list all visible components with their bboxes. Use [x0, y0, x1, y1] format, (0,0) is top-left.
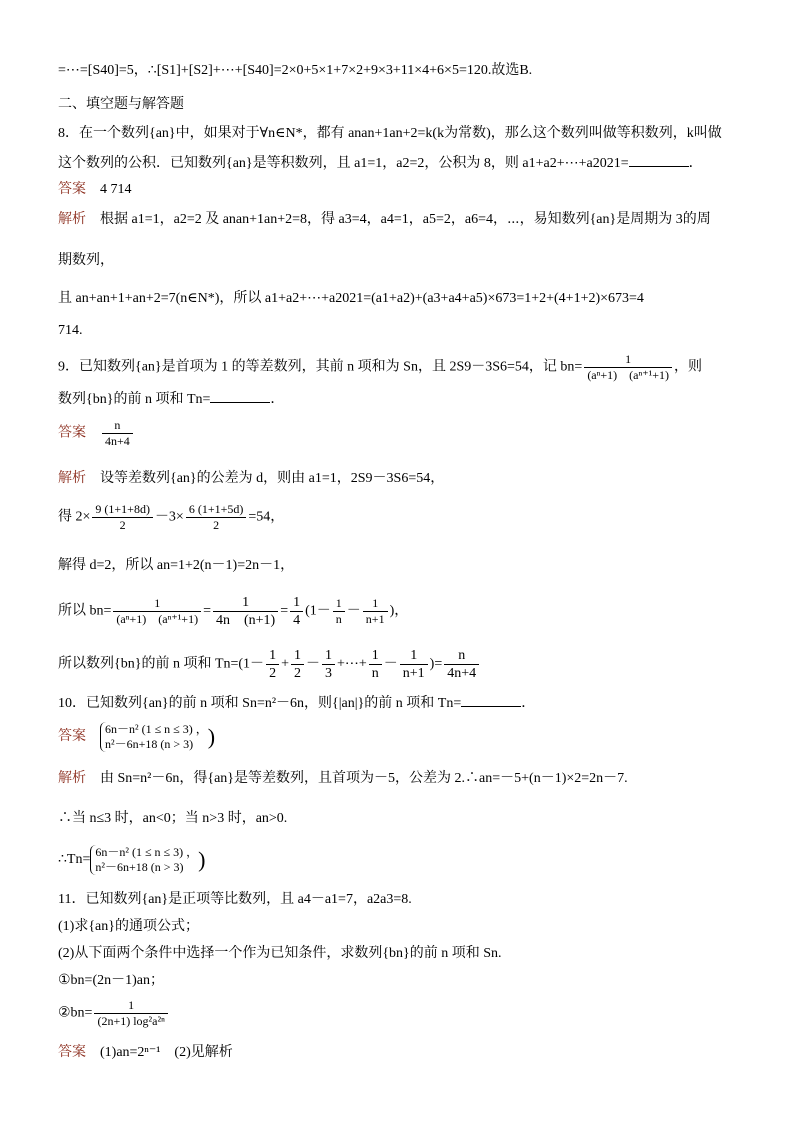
answer-row: 答案 6n－n² (1 ≤ n ≤ 3) ， n²－6n+18 (n > 3) ): [58, 722, 216, 751]
answer-label: 答案: [58, 423, 86, 440]
answer-row: 答案 4 714: [58, 180, 132, 197]
fraction: $\frac{1}{\text{(aⁿ+1) (aⁿ⁺¹+1)}}$: [584, 352, 672, 383]
fraction: $\frac{1}{\text{(aⁿ+1) (aⁿ⁺¹+1)}}$: [113, 596, 201, 627]
question-9-line1: 9．已知数列{an}是首项为 1 的等差数列，其前 n 项和为 Sn，且 2S9－3S6=54，记 bn= $\frac{1}{\text{(aⁿ+1) (aⁿ⁺¹+1)}}$ ，则: [58, 352, 702, 382]
text-line: 期数列，: [58, 253, 114, 268]
analysis-row: 解析 设等差数列{an}的公差为 d，则由 a1=1，2S9－3S6=54，: [58, 469, 445, 486]
fraction: $\frac{1}{4}$: [290, 594, 303, 629]
text-line: (1)求{an}的通项公式；: [58, 919, 199, 934]
question-10: 10．已知数列{an}的前 n 项和 Sn=n²－6n，则{|an|}的前 n 项和 Tn= ．: [58, 692, 535, 713]
text-line: 所以数列{bn}的前 n 项和 Tn=(1－ $\frac{1}{2}$ + $\frac{1}{2}$ － $\frac{1}{3}$ +⋯+ $\frac{1}{n}$ － $\frac{1}{n+1}$ )= $\frac{n}{4n+4}$: [58, 647, 481, 682]
fraction: $\frac{1}{\text{(2n+1) log²a²ⁿ}}$: [94, 998, 167, 1029]
fraction: $\frac{1}{n+1}$: [400, 647, 428, 682]
answer-row: 答案 (1)an=2ⁿ⁻¹ (2)见解析: [58, 1043, 233, 1060]
piecewise-brace: 6n－n² (1 ≤ n ≤ 3) ， n²－6n+18 (n > 3): [90, 845, 198, 875]
analysis-label: 解析: [58, 769, 86, 785]
answer-label: 答案: [58, 180, 86, 196]
answer-label: 答案: [58, 1043, 86, 1059]
fraction: $\frac{1}{4n (n+1)}$: [213, 594, 278, 629]
answer-row: [58, 418, 135, 449]
fraction: $\frac{1}{n}$: [369, 647, 382, 682]
text-line: 且 an+an+1+an+2=7(n∈N*)，所以 a1+a2+⋯+a2021=(a1+a2)+(a3+a4+a5)×673=1+2+(4+1+2)×673=4: [58, 291, 644, 306]
text-line: ②bn= $\frac{1}{\text{(2n+1) log²a²ⁿ}}$: [58, 998, 170, 1029]
text-line: ∴当 n≤3 时，an<0；当 n>3 时，an>0.: [58, 811, 288, 826]
question-11: 11．已知数列{an}是正项等比数列，且 a4－a1=7，a2a3=8.: [58, 892, 412, 907]
text-line: =⋯=[S40]=5，∴[S1]+[S2]+⋯+[S40]=2×0+5×1+7×2+9×3+11×4+6×5=120.故选B.: [58, 63, 533, 78]
answer-blank: [210, 388, 270, 403]
piecewise-brace: 6n－n² (1 ≤ n ≤ 3) ， n²－6n+18 (n > 3): [100, 722, 208, 752]
question-9-line2: 数列{bn}的前 n 项和 Tn= ．: [58, 388, 284, 409]
answer-label: 答案: [58, 727, 86, 744]
text-line: (2)从下面两个条件中选择一个作为已知条件，求数列{bn}的前 n 项和 Sn.: [58, 946, 502, 961]
text-line: 解得 d=2，所以 an=1+2(n－1)=2n－1，: [58, 558, 295, 573]
fraction: $\frac{6 (1+1+5d)}{2}$: [186, 502, 247, 533]
answer-blank: [461, 692, 521, 707]
fraction: $\frac{1}{3}$: [322, 647, 335, 682]
analysis-row: 解析 根据 a1=1，a2=2 及 anan+1an+2=8，得 a3=4，a4=1，a5=2，a6=4，⋯，易知数列{an}是周期为 3的周: [58, 210, 711, 227]
text-line: 所以 bn= $\frac{1}{\text{(aⁿ+1) (aⁿ⁺¹+1)}}$ = $\frac{1}{4n (n+1)}$ = $\frac{1}{4}$ (1－ $\frac{1}{n}$ － $\frac{1}{n+1}$ )，: [58, 595, 409, 628]
fraction: $\frac{1}{n+1}$: [363, 596, 388, 627]
fraction: $\frac{1}{2}$: [266, 647, 279, 682]
fraction: $\frac{n}{4n+4}$: [102, 418, 133, 449]
question-8-line1: 8．在一个数列{an}中，如果对于∀n∈N*，都有 anan+1an+2=k(k为常数)，那么这个数列叫做等积数列，k叫做: [58, 126, 722, 141]
answer-blank: [629, 152, 689, 167]
fraction: $\frac{n}{4n+4}$: [444, 647, 479, 682]
text-line: 714.: [58, 323, 83, 338]
analysis-label: 解析: [58, 210, 86, 226]
analysis-label: 解析: [58, 469, 86, 485]
text-line: ①bn=(2n－1)an；: [58, 973, 164, 988]
question-8-line2: 这个数列的公积．已知数列{an}是等积数列，且 a1=1，a2=2，公积为 8，则 a1+a2+⋯+a2021= ．: [58, 152, 703, 173]
fraction: $\frac{1}{2}$: [291, 647, 304, 682]
analysis-row: 解析 由 Sn=n²－6n，得{an}是等差数列，且首项为－5，公差为 2.∴an=－5+(n－1)×2=2n－7.: [58, 769, 628, 786]
text-line: ∴Tn= 6n－n² (1 ≤ n ≤ 3) ， n²－6n+18 (n > 3) ): [58, 845, 206, 874]
fraction: $\frac{9 (1+1+8d)}{2}$: [92, 502, 153, 533]
fraction: $\frac{1}{n}$: [333, 596, 345, 627]
section-title: 二、填空题与解答题: [58, 97, 184, 112]
text-line: 得 2× $\frac{9 (1+1+8d)}{2}$ －3× $\frac{6 (1+1+5d)}{2}$ =54，: [58, 502, 285, 532]
